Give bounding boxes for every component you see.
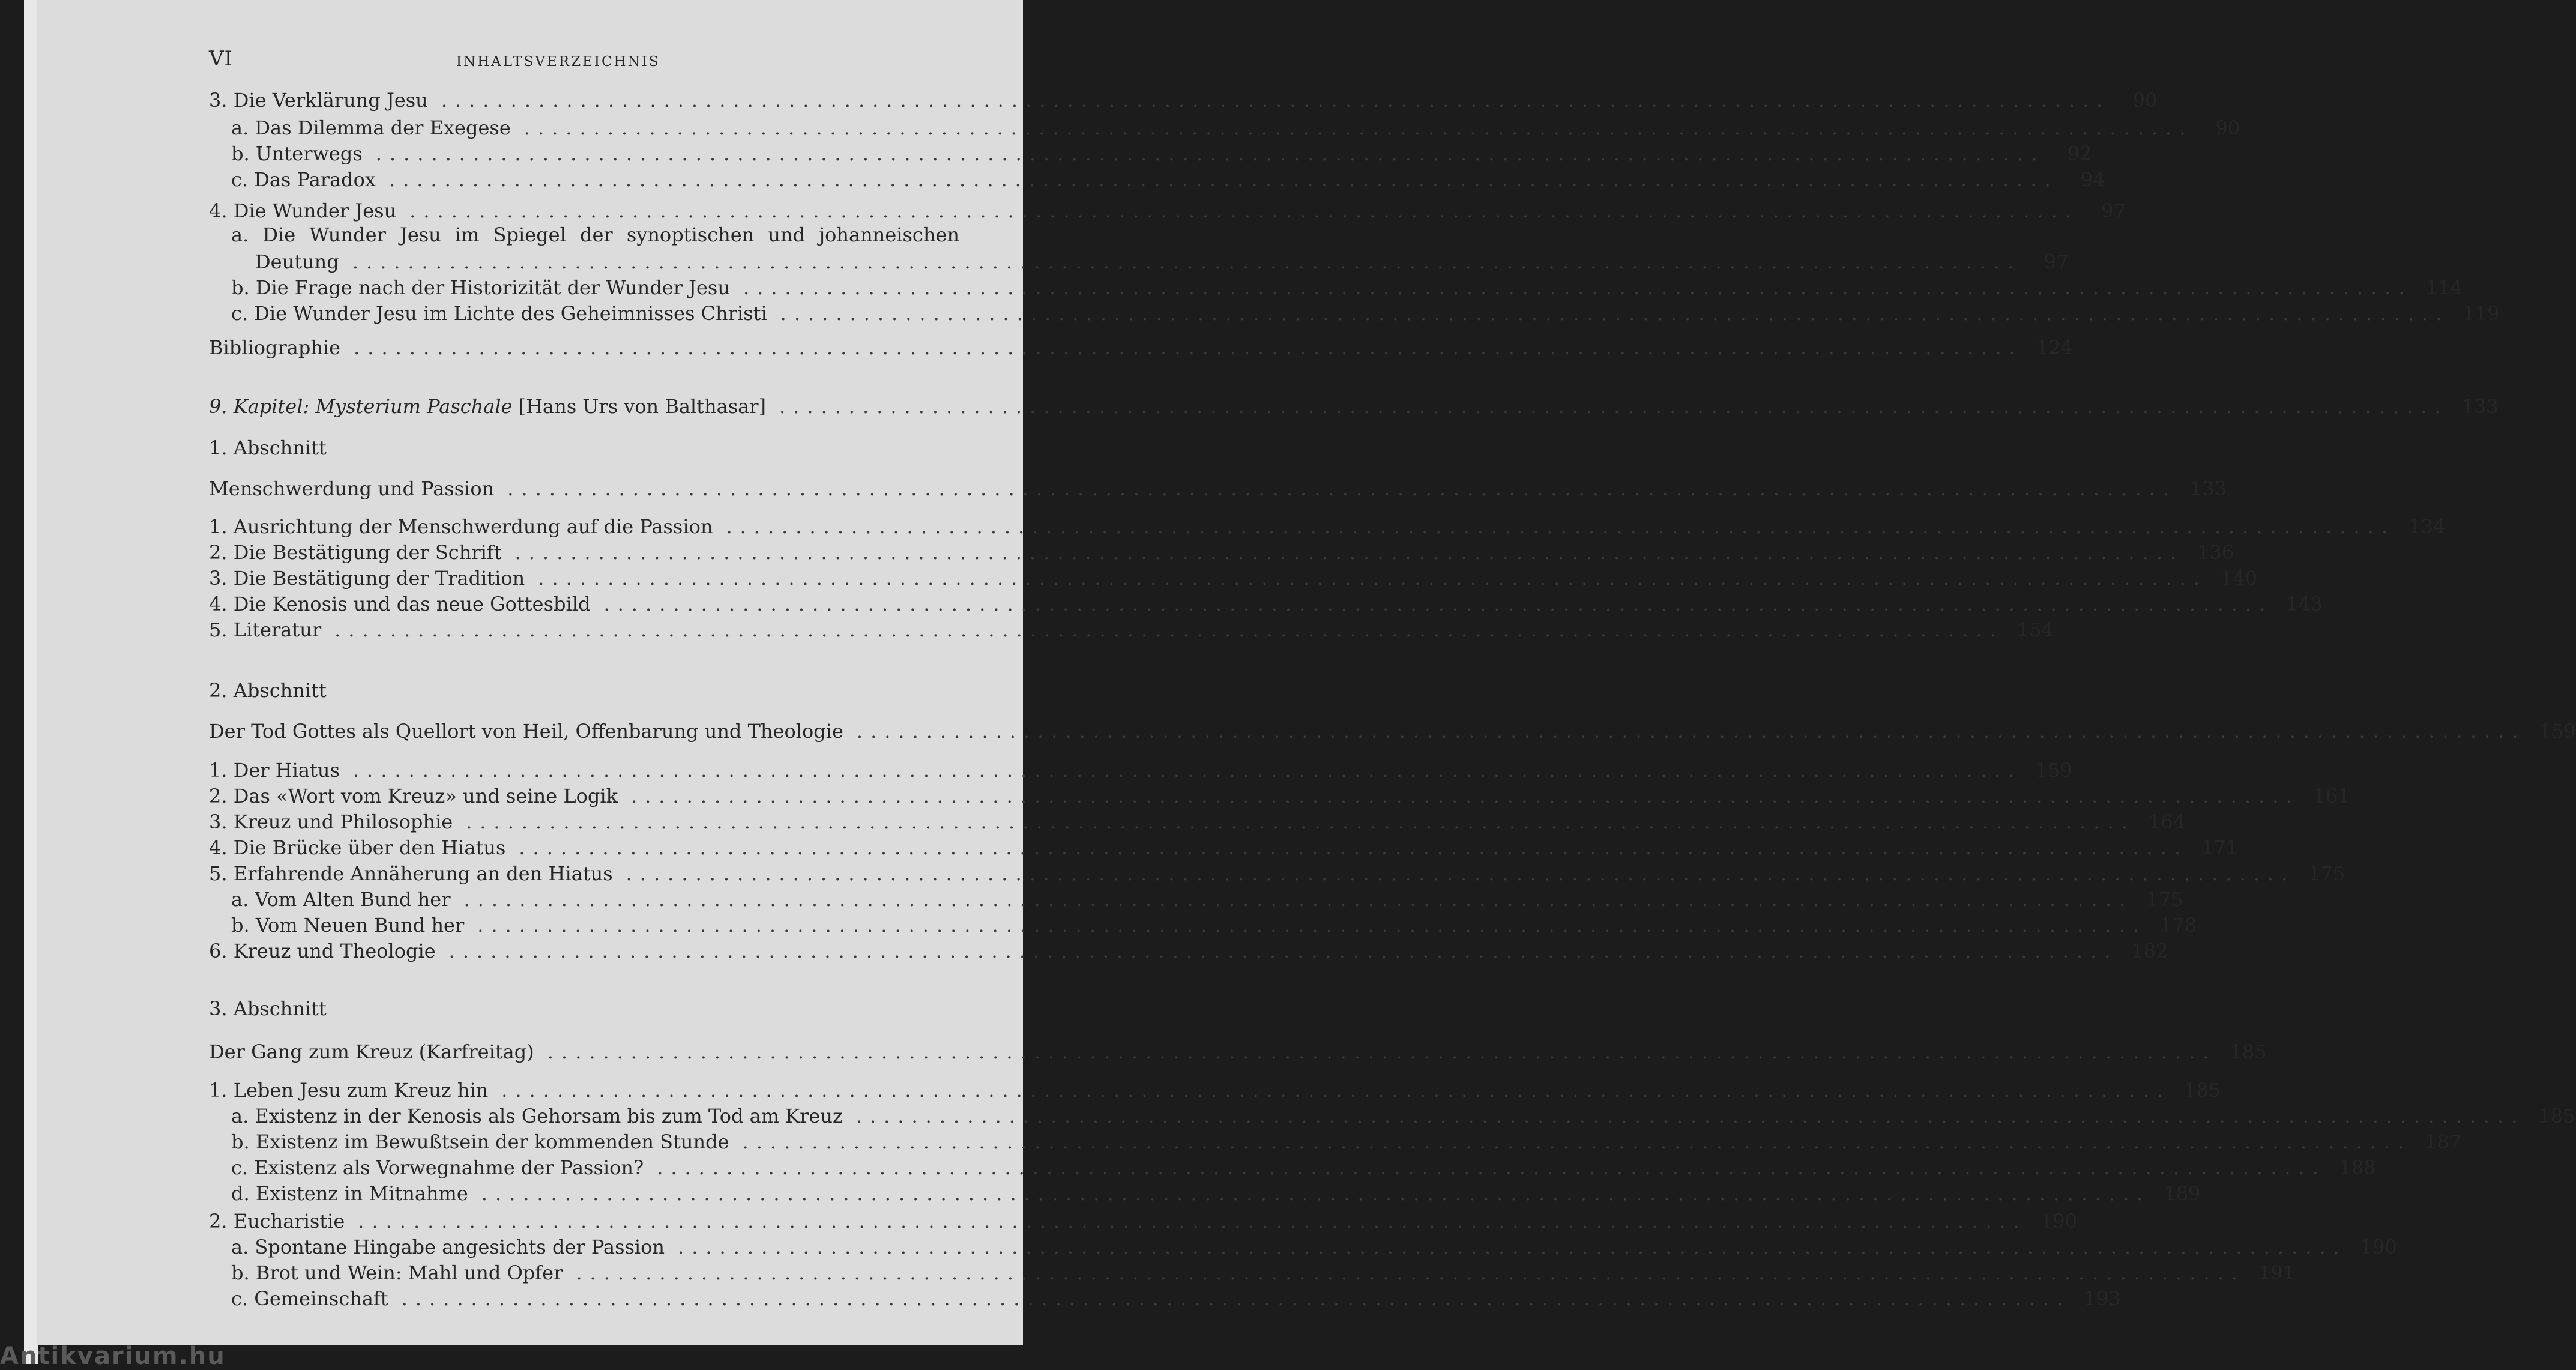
dot-leader: ........................................................................................................................ <box>856 720 2526 743</box>
dot-leader: ........................................................................................................................ <box>481 1182 2151 1205</box>
toc-line: b. Vom Neuen Bund her ........................................................................................................................ 178 <box>231 914 2197 937</box>
toc-line: 4. Die Brücke über den Hiatus ........................................................................................................................ 171 <box>209 836 2239 859</box>
toc-line: 4. Die Kenosis und das neue Gottesbild ........................................................................................................................ 143 <box>209 593 2323 615</box>
dot-leader: ........................................................................................................................ <box>501 1079 2171 1102</box>
toc-line: a. Vom Alten Bund her ........................................................................................................................ 175 <box>231 888 2183 911</box>
toc-line: d. Existenz in Mitnahme ........................................................................................................................ 189 <box>231 1182 2201 1205</box>
dot-leader: ........................................................................................................................ <box>477 914 2147 937</box>
toc-line: a. Existenz in der Kenosis als Gehorsam bis zum Tod am Kreuz ........................................................................................................................ 185 <box>231 1105 2575 1127</box>
dot-leader: ........................................................................................................................ <box>354 336 2023 359</box>
toc-line: 1. Leben Jesu zum Kreuz hin ........................................................................................................................ 185 <box>209 1079 2221 1102</box>
toc-line: c. Die Wunder Jesu im Lichte des Geheimnisses Christi ........................................................................................................................ 119 <box>231 302 2500 325</box>
section-heading: 1. Abschnitt <box>209 436 327 459</box>
toc-line: a. Spontane Hingabe angesichts der Passion ........................................................................................................................ 190 <box>231 1236 2397 1258</box>
section-title: Der Gang zum Kreuz (Karfreitag) ........................................................................................................................ 185 <box>209 1040 2267 1063</box>
dot-leader: ........................................................................................................................ <box>678 1236 2347 1258</box>
toc-line: 2. Eucharistie ........................................................................................................................ 190 <box>209 1210 2077 1233</box>
toc-line: Bibliographie ........................................................................................................................ 124 <box>209 336 2073 359</box>
toc-line: 1. Ausrichtung der Menschwerdung auf die Passion ........................................................................................................................ 134 <box>209 515 2446 538</box>
watermark: Antikvarium.hu <box>0 1342 226 1370</box>
dot-leader: ........................................................................................................................ <box>352 250 2022 273</box>
toc-line: 3. Kreuz und Philosophie ........................................................................................................................ 164 <box>209 810 2185 833</box>
section-heading: 3. Abschnitt <box>209 997 327 1020</box>
toc-line: 3. Die Verklärung Jesu ........................................................................................................................ 90 <box>209 89 2158 112</box>
dot-leader: ........................................................................................................................ <box>375 142 2045 165</box>
dot-leader: ........................................................................................................................ <box>388 168 2059 191</box>
dot-leader: ........................................................................................................................ <box>626 862 2296 885</box>
toc-line: 5. Erfahrende Annäherung an den Hiatus ........................................................................................................................ 175 <box>209 862 2345 885</box>
dot-leader: ........................................................................................................................ <box>657 1156 2326 1179</box>
toc-line: 3. Die Bestätigung der Tradition ........................................................................................................................ 140 <box>209 567 2257 590</box>
toc-line: 2. Das «Wort vom Kreuz» und seine Logik ........................................................................................................................ 161 <box>209 785 2350 807</box>
dot-leader: ........................................................................................................................ <box>630 785 2300 807</box>
toc-wrapped-line: a. Die Wunder Jesu im Spiegel der synoptischen und johanneischen <box>231 223 959 246</box>
toc-line: c. Das Paradox ........................................................................................................................ 94 <box>231 168 2105 191</box>
toc-line: 2. Die Bestätigung der Schrift ........................................................................................................................ 136 <box>209 541 2234 564</box>
dot-leader: ........................................................................................................................ <box>547 1040 2217 1063</box>
toc-line: 4. Die Wunder Jesu ........................................................................................................................ 97 <box>209 199 2126 222</box>
dot-leader: ........................................................................................................................ <box>334 618 2004 641</box>
toc-line: Deutung ........................................................................................................................ 97 <box>255 250 2069 273</box>
dot-leader: ........................................................................................................................ <box>514 541 2185 564</box>
dot-leader: ........................................................................................................................ <box>726 515 2396 538</box>
toc-line: b. Brot und Wein: Mahl und Opfer ........................................................................................................................ 191 <box>231 1261 2296 1284</box>
dot-leader: ........................................................................................................................ <box>743 276 2413 299</box>
section-title: Der Tod Gottes als Quellort von Heil, Offenbarung und Theologie ........................................................................................................................ 159 <box>209 720 2576 743</box>
chapter-author: [Hans Urs von Balthasar] <box>518 395 766 418</box>
dot-leader: ........................................................................................................................ <box>352 759 2022 782</box>
page-edge <box>24 0 38 1364</box>
toc-line: a. Das Dilemma der Exegese ........................................................................................................................ 90 <box>231 116 2240 139</box>
dot-leader: ........................................................................................................................ <box>448 940 2119 962</box>
toc-line: b. Die Frage nach der Historizität der Wunder Jesu ........................................................................................................................ 114 <box>231 276 2463 299</box>
dot-leader: ........................................................................................................................ <box>779 395 2449 418</box>
dot-leader: ........................................................................................................................ <box>742 1130 2412 1153</box>
toc-line: 5. Literatur ........................................................................................................................ 154 <box>209 618 2054 641</box>
dot-leader: ........................................................................................................................ <box>507 477 2177 500</box>
dot-leader: ........................................................................................................................ <box>523 116 2194 139</box>
toc-line: c. Gemeinschaft ........................................................................................................................ 193 <box>231 1287 2121 1310</box>
dot-leader: ........................................................................................................................ <box>466 810 2135 833</box>
chapter-line: 9. Kapitel: Mysterium Paschale [Hans Urs von Balthasar] ........................................................................................................................ 133 <box>209 395 2499 418</box>
dot-leader: ........................................................................................................................ <box>441 89 2111 112</box>
section-title: Menschwerdung und Passion ........................................................................................................................ 133 <box>209 477 2227 500</box>
dot-leader: ........................................................................................................................ <box>358 1210 2027 1233</box>
dot-leader: ........................................................................................................................ <box>463 888 2134 911</box>
dot-leader: ........................................................................................................................ <box>519 836 2188 859</box>
toc-line: b. Unterwegs ........................................................................................................................ 92 <box>231 142 2092 165</box>
dot-leader: ........................................................................................................................ <box>401 1287 2071 1310</box>
dot-leader: ........................................................................................................................ <box>409 199 2079 222</box>
running-head: INHALTSVERZEICHNIS <box>456 54 660 70</box>
toc-line: c. Existenz als Vorwegnahme der Passion? ........................................................................................................................ 188 <box>231 1156 2376 1179</box>
toc-line: 1. Der Hiatus ........................................................................................................................ 159 <box>209 759 2072 782</box>
toc-line: 6. Kreuz und Theologie ........................................................................................................................ 182 <box>209 940 2168 962</box>
page-number: VI <box>209 47 233 71</box>
dot-leader: ........................................................................................................................ <box>855 1105 2526 1127</box>
dot-leader: ........................................................................................................................ <box>576 1261 2245 1284</box>
dot-leader: ........................................................................................................................ <box>538 567 2207 590</box>
section-heading: 2. Abschnitt <box>209 679 327 702</box>
dot-leader: ........................................................................................................................ <box>603 593 2273 615</box>
toc-line: b. Existenz im Bewußtsein der kommenden Stunde ........................................................................................................................ 187 <box>231 1130 2462 1153</box>
dot-leader: ........................................................................................................................ <box>780 302 2450 325</box>
chapter-label: 9. Kapitel: Mysterium Paschale <box>209 395 513 418</box>
